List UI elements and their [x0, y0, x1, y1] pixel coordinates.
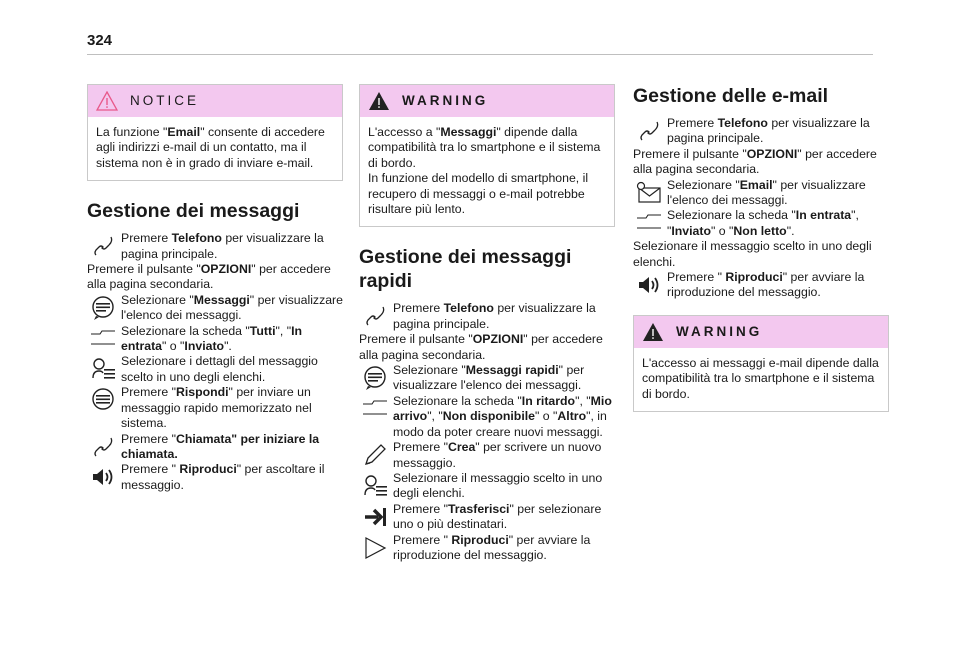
pencil-icon: [359, 440, 391, 470]
alert-triangle-icon: [96, 91, 118, 111]
select-message-text: Selezionare il messaggio scelto in uno degli elenchi.: [633, 239, 872, 269]
column-3: [633, 84, 889, 430]
tab-bar-icon: [359, 394, 391, 424]
section-heading: Gestione dei messaggi: [87, 200, 300, 223]
step-call: Premere "Chiamata" per iniziare la chiamata.: [87, 432, 343, 463]
step-select: Selezionare il messaggio scelto in uno degli elenchi.: [359, 471, 615, 502]
step-phone: Premere Telefono per visualizzare la pagina principale.: [87, 231, 343, 262]
step-create: Premere "Crea" per scrivere un nuovo messaggio.: [359, 440, 615, 471]
tab-bar-icon: [87, 324, 119, 354]
message-details-icon: [359, 471, 391, 501]
step-quick-messages: Selezionare "Messaggi rapidi" per visualizzare l'elenco dei messaggi.: [359, 363, 615, 394]
forward-arrow-icon: [359, 502, 391, 532]
warning-box: [359, 84, 615, 227]
step-phone: Premere Telefono per visualizzare la pagina principale.: [359, 301, 615, 332]
notice-box: [87, 84, 343, 181]
options-text: Premere il pulsante "OPZIONI" per accedere alla pagina secondaria.: [359, 332, 603, 362]
speaker-icon: [633, 270, 665, 300]
options-text: Premere il pulsante "OPZIONI" per accedere alla pagina secondaria.: [633, 146, 877, 177]
phone-handset-icon: [87, 432, 119, 462]
step-play: Premere " Riproduci" per avviare la riproduzione del messaggio.: [359, 533, 615, 564]
page-number: 324: [87, 32, 113, 49]
warning-body: L'accesso a "Messaggi" dipende dalla compatibilità tra lo smartphone e il sistema di bordo. In funzione del modello di smartphone, il recupero di messaggi o e-mail potrebbe risultare più lento.: [368, 125, 601, 217]
phone-handset-icon: [359, 301, 391, 331]
play-triangle-icon: [359, 533, 391, 563]
speaker-icon: [87, 462, 119, 492]
step-messages: Selezionare "Messaggi" per visualizzare l'elenco dei messaggi.: [87, 293, 343, 324]
message-list-icon: [87, 293, 119, 323]
message-list-icon: [359, 363, 391, 393]
reply-message-icon: [87, 385, 119, 415]
phone-handset-icon: [87, 231, 119, 261]
alert-triangle-icon: [368, 91, 390, 111]
step-transfer: Premere "Trasferisci" per selezionare uno o più destinatari.: [359, 502, 615, 533]
warning-box: [633, 315, 889, 412]
phone-handset-icon: [633, 116, 665, 146]
step-tabs: Selezionare la scheda "Tutti", "In entrata" o "Inviato".: [87, 324, 343, 355]
step-tabs: Selezionare la scheda "In entrata", "Inviato" o "Non letto".: [633, 208, 889, 239]
warning-header: [360, 85, 614, 117]
step-reply: Premere "Rispondi" per inviare un messaggio rapido memorizzato nel sistema.: [87, 385, 343, 431]
tab-bar-icon: [633, 208, 665, 238]
notice-text: La funzione "Email" consente di accedere agli indirizzi e-mail di un contatto, ma il sistema non è in grado di inviare e-mail.: [96, 125, 325, 170]
section-heading: Gestione delle e-mail: [633, 85, 829, 107]
step-tabs: Selezionare la scheda "In ritardo", "Mio arrivo", "Non disponibile" o "Altro", in modo da poter creare nuovi messaggi.: [359, 394, 615, 440]
options-text: Premere il pulsante "OPZIONI" per accedere alla pagina secondaria.: [87, 262, 331, 292]
notice-body: [88, 117, 342, 180]
step-email: Selezionare "Email" per visualizzare l'elenco dei messaggi.: [633, 178, 889, 209]
column-2: [359, 84, 615, 563]
alert-triangle-icon: [642, 322, 664, 342]
warning-body: L'accesso ai messaggi e-mail dipende dalla compatibilità tra lo smartphone e il sistema di bordo.: [642, 355, 879, 401]
message-details-icon: [87, 354, 119, 384]
step-phone: Premere Telefono per visualizzare la pagina principale.: [633, 116, 889, 147]
section-heading: Gestione dei messaggi rapidi: [359, 246, 572, 293]
step-play: Premere " Riproduci" per avviare la riproduzione del messaggio.: [633, 270, 889, 301]
notice-title: NOTICE: [130, 93, 200, 109]
warning-title: WARNING: [676, 324, 763, 340]
column-1: [87, 84, 343, 493]
warning-header: [634, 316, 888, 348]
email-envelope-icon: [633, 178, 665, 208]
step-details: Selezionare i dettagli del messaggio scelto in uno degli elenchi.: [87, 354, 343, 385]
header-rule: [87, 54, 873, 55]
step-play: Premere " Riproduci" per ascoltare il messaggio.: [87, 462, 343, 493]
notice-header: [88, 85, 342, 117]
warning-title: WARNING: [402, 93, 489, 109]
